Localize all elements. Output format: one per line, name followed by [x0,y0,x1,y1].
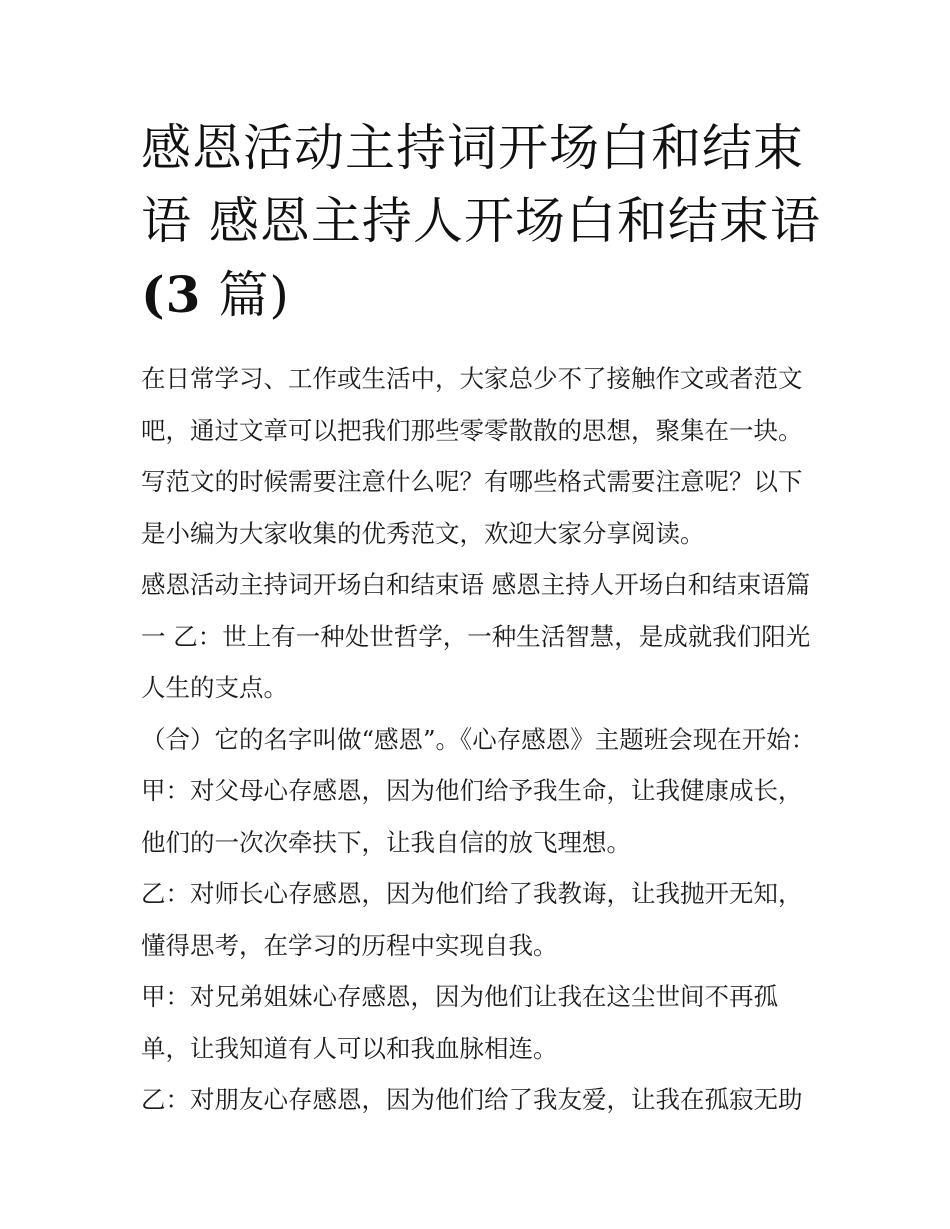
title-count: 3 [165,265,202,324]
paragraph-teachers: 乙：对师长心存感恩，因为他们给了我教诲，让我抛开无知，懂得思考，在学习的历程中实现自我。 [141,879,803,960]
document-title [141,112,821,332]
paragraph-friends: 乙：对朋友心存感恩，因为他们给了我友爱，让我在孤寂无助 [141,1085,803,1114]
paragraph-heading-part-one: 感恩活动主持词开场白和结束语 感恩主持人开场白和结束语篇一 乙：世上有一种处世哲学，一种生活智慧，是成就我们阳光人生的支点。 [141,570,811,702]
title-line-2: 语 感恩主持人开场白和结束语 [141,192,821,250]
document-body [141,353,821,1126]
paragraph-opening: （合）它的名字叫做“感恩”。《心存感恩》主题班会现在开始： 甲：对父母心存感恩，因为他们给予我生命，让我健康成长，他们的一次次牵扶下，让我自信的放飞理想。 [141,724,816,857]
paragraph-intro: 在日常学习、工作或生活中，大家总少不了接触作文或者范文吧，通过文章可以把我们那些零零散散的思想，聚集在一块。写范文的时候需要注意什么呢？有哪些格式需要注意呢？以下是小编为大家收集的优秀范文，欢迎大家分享阅读。 [141,364,803,548]
paragraph-siblings: 甲：对兄弟姐妹心存感恩，因为他们让我在这尘世间不再孤单，让我知道有人可以和我血脉相连。 [141,982,778,1063]
title-paren-open: ( [141,265,166,324]
title-line-1: 感恩活动主持词开场白和结束 [141,119,804,177]
title-line-3-rest: 篇) [201,266,290,324]
